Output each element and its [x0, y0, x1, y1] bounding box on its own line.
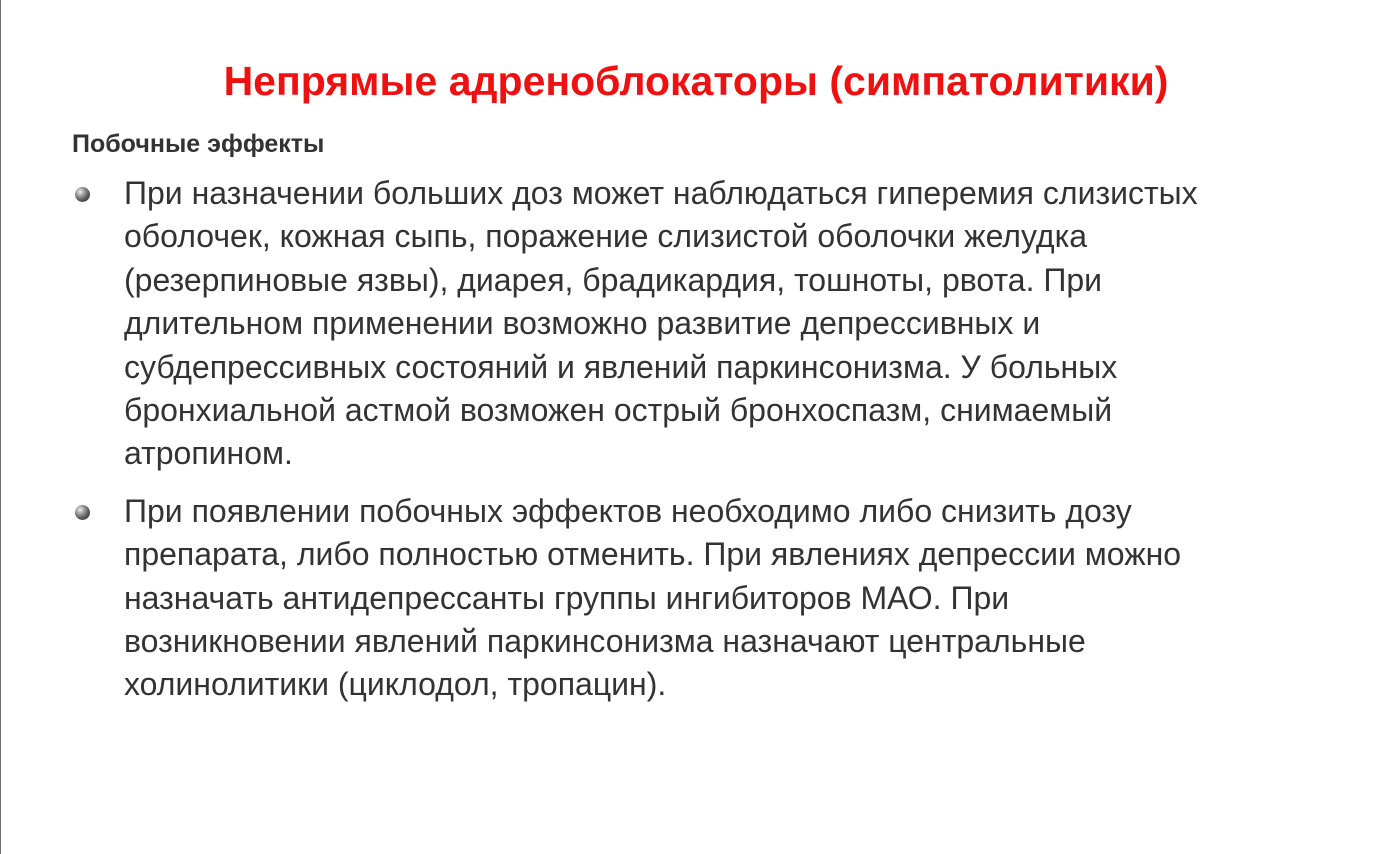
bullet-text-line: При назначении больших доз может наблюдаться гиперемия слизистых [124, 175, 1198, 211]
bullet-text-line: бронхиальной астмой возможен острый бронхоспазм, снимаемый [124, 392, 1113, 429]
bullet-item-management [71, 490, 1331, 707]
bullet-text-line: холинолитики (циклодол, тропацин). [124, 666, 667, 703]
bullet-text-line: длительном применении возможно развитие депрессивных и [124, 305, 1041, 342]
bullet-text-line: возникновении явлений паркинсонизма назначают центральные [124, 623, 1086, 660]
bullet-item-side-effects [71, 172, 1331, 476]
bullet-text-line: При появлении побочных эффектов необходимо либо снизить дозу [124, 492, 1132, 529]
bullet-text-line: субдепрессивных состояний и явлений паркинсонизма. У больных [124, 348, 1118, 385]
bullet-text-line: препарата, либо полностью отменить. При явлениях депрессии можно [124, 536, 1182, 573]
bullet-text-line: оболочек, кожная сыпь, поражение слизистой оболочки желудка [124, 218, 1088, 255]
bullet-text-line: атропином. [124, 435, 293, 472]
bullet-text-line: (резерпиновые язвы), диарея, брадикардия, тошноты, рвота. При [124, 261, 1103, 298]
bullet-sphere-icon [75, 187, 90, 202]
bullet-text-line: назначать антидепрессанты группы ингибиторов МАО. При [124, 579, 1010, 616]
bullet-list [71, 172, 1331, 721]
bullet-sphere-icon [75, 505, 90, 520]
slide-title: Непрямые адреноблокаторы (симпатолитики) [223, 58, 1169, 104]
section-heading: Побочные эффекты [72, 130, 325, 158]
